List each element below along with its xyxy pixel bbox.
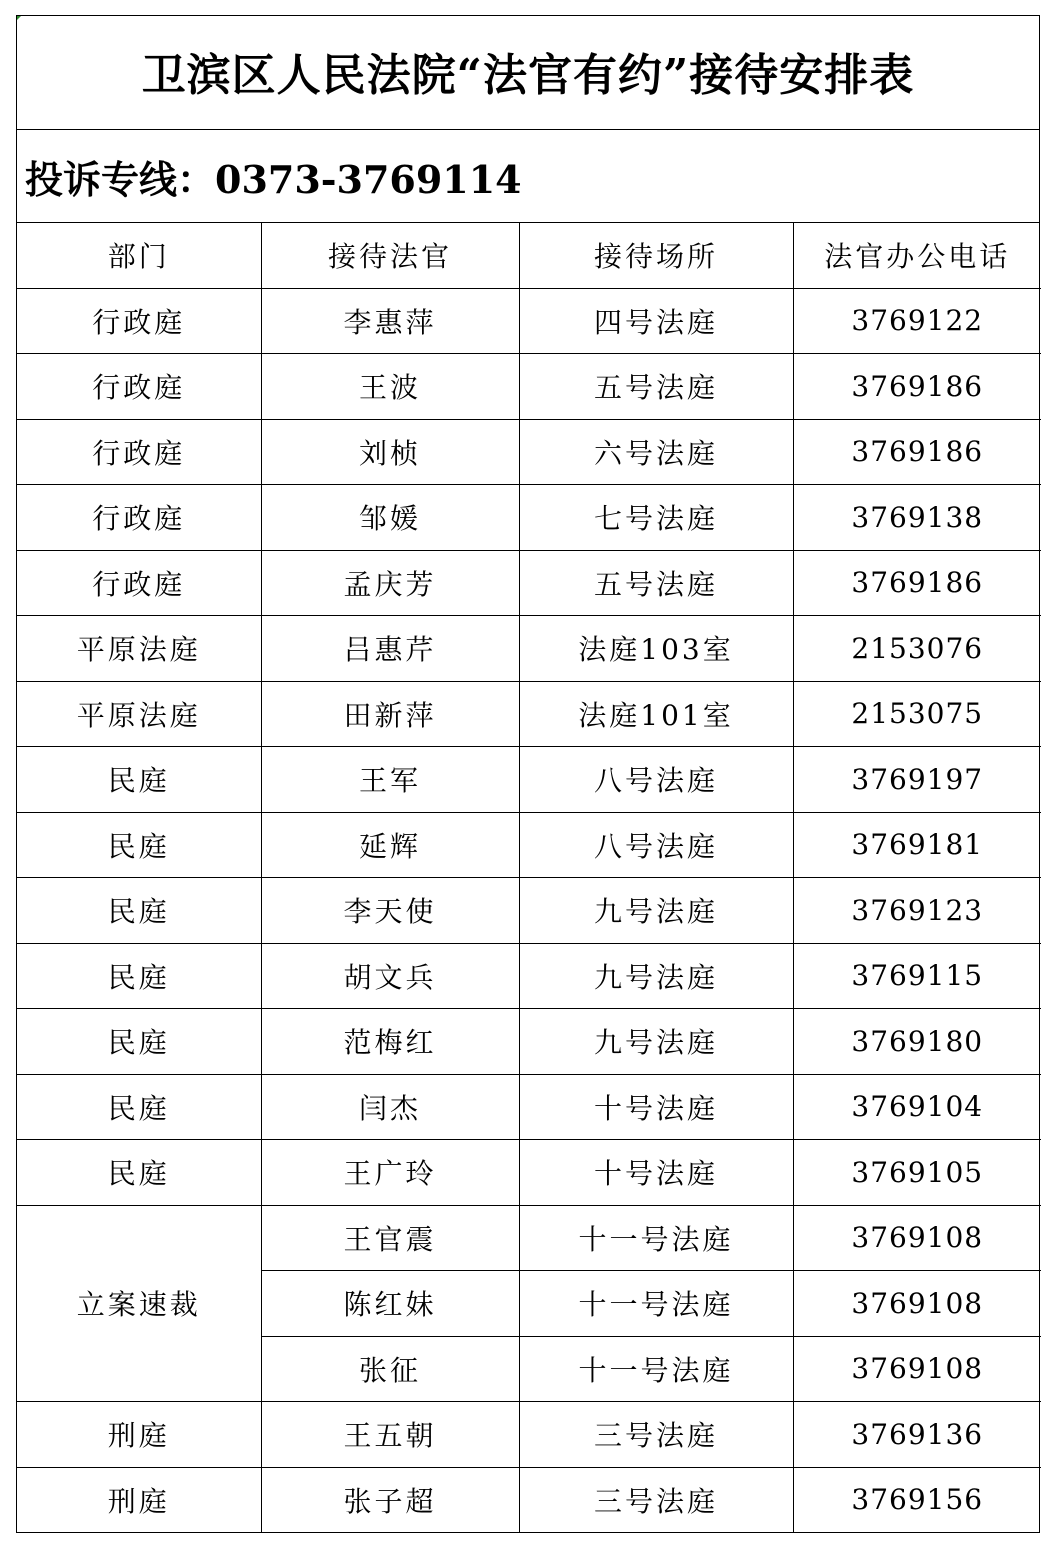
phone-cell: 3769138	[793, 485, 1041, 551]
judge-cell: 闫杰	[261, 1074, 519, 1140]
venue-cell: 八号法庭	[519, 747, 793, 813]
department-cell: 平原法庭	[17, 681, 261, 747]
phone-cell: 3769136	[793, 1402, 1041, 1468]
table-row	[17, 550, 1041, 616]
department-cell: 民庭	[17, 1009, 261, 1075]
department-cell: 刑庭	[17, 1402, 261, 1468]
judge-cell: 胡文兵	[261, 943, 519, 1009]
venue-cell: 三号法庭	[519, 1467, 793, 1532]
phone-cell: 3769180	[793, 1009, 1041, 1075]
table-header-row	[17, 223, 1041, 288]
venue-cell: 三号法庭	[519, 1402, 793, 1468]
department-cell: 民庭	[17, 878, 261, 944]
judge-cell: 范梅红	[261, 1009, 519, 1075]
venue-cell: 十一号法庭	[519, 1205, 793, 1271]
schedule-table	[17, 223, 1041, 1532]
judge-cell: 张子超	[261, 1467, 519, 1532]
department-cell: 行政庭	[17, 485, 261, 551]
phone-cell: 2153075	[793, 681, 1041, 747]
venue-cell: 四号法庭	[519, 288, 793, 354]
table-row	[17, 288, 1041, 354]
column-header-judge: 接待法官	[261, 223, 519, 288]
judge-cell: 王广玲	[261, 1140, 519, 1206]
table-row	[17, 878, 1041, 944]
column-header-department: 部门	[17, 223, 261, 288]
venue-cell: 十号法庭	[519, 1140, 793, 1206]
table-row	[17, 419, 1041, 485]
table-row	[17, 616, 1041, 682]
table-row	[17, 485, 1041, 551]
venue-cell: 九号法庭	[519, 1009, 793, 1075]
judge-cell: 王波	[261, 354, 519, 420]
venue-cell: 十一号法庭	[519, 1336, 793, 1402]
department-cell: 平原法庭	[17, 616, 261, 682]
venue-cell: 五号法庭	[519, 550, 793, 616]
reception-schedule-sheet	[16, 15, 1040, 1533]
table-row	[17, 681, 1041, 747]
table-row	[17, 747, 1041, 813]
venue-cell: 八号法庭	[519, 812, 793, 878]
judge-cell: 吕惠芹	[261, 616, 519, 682]
phone-cell: 3769181	[793, 812, 1041, 878]
venue-cell: 九号法庭	[519, 943, 793, 1009]
venue-cell: 五号法庭	[519, 354, 793, 420]
department-cell: 行政庭	[17, 419, 261, 485]
phone-cell: 3769156	[793, 1467, 1041, 1532]
department-cell: 民庭	[17, 943, 261, 1009]
judge-cell: 王五朝	[261, 1402, 519, 1468]
phone-cell: 3769197	[793, 747, 1041, 813]
department-cell: 行政庭	[17, 288, 261, 354]
judge-cell: 王官震	[261, 1205, 519, 1271]
venue-cell: 九号法庭	[519, 878, 793, 944]
department-cell: 刑庭	[17, 1467, 261, 1532]
judge-cell: 李惠萍	[261, 288, 519, 354]
complaint-hotline: 投诉专线：0373-3769114	[25, 156, 522, 202]
department-cell-merged: 立案速裁	[17, 1205, 261, 1402]
page-title: 卫滨区人民法院“法官有约”接待安排表	[141, 49, 915, 101]
phone-cell: 3769122	[793, 288, 1041, 354]
phone-cell: 3769108	[793, 1205, 1041, 1271]
venue-cell: 七号法庭	[519, 485, 793, 551]
department-cell: 行政庭	[17, 550, 261, 616]
judge-cell: 邹媛	[261, 485, 519, 551]
table-row	[17, 1402, 1041, 1468]
phone-cell: 3769123	[793, 878, 1041, 944]
phone-cell: 2153076	[793, 616, 1041, 682]
judge-cell: 陈红妹	[261, 1271, 519, 1337]
judge-cell: 李天使	[261, 878, 519, 944]
judge-cell: 张征	[261, 1336, 519, 1402]
table-row	[17, 1205, 1041, 1271]
phone-cell: 3769108	[793, 1336, 1041, 1402]
department-cell: 民庭	[17, 747, 261, 813]
table-row	[17, 1467, 1041, 1532]
judge-cell: 田新萍	[261, 681, 519, 747]
column-header-phone: 法官办公电话	[793, 223, 1041, 288]
venue-cell: 六号法庭	[519, 419, 793, 485]
table-row	[17, 1140, 1041, 1206]
table-row	[17, 943, 1041, 1009]
department-cell: 民庭	[17, 1140, 261, 1206]
table-row	[17, 1074, 1041, 1140]
table-row	[17, 812, 1041, 878]
phone-cell: 3769186	[793, 419, 1041, 485]
judge-cell: 王军	[261, 747, 519, 813]
judge-cell: 延辉	[261, 812, 519, 878]
judge-cell: 刘桢	[261, 419, 519, 485]
department-cell: 民庭	[17, 812, 261, 878]
venue-cell: 法庭101室	[519, 681, 793, 747]
column-header-venue: 接待场所	[519, 223, 793, 288]
judge-cell: 孟庆芳	[261, 550, 519, 616]
venue-cell: 法庭103室	[519, 616, 793, 682]
venue-cell: 十号法庭	[519, 1074, 793, 1140]
table-row	[17, 354, 1041, 420]
table-row	[17, 1009, 1041, 1075]
phone-cell: 3769186	[793, 550, 1041, 616]
department-cell: 行政庭	[17, 354, 261, 420]
phone-cell: 3769115	[793, 943, 1041, 1009]
title-row	[17, 16, 1039, 130]
phone-cell: 3769186	[793, 354, 1041, 420]
venue-cell: 十一号法庭	[519, 1271, 793, 1337]
phone-cell: 3769104	[793, 1074, 1041, 1140]
department-cell: 民庭	[17, 1074, 261, 1140]
phone-cell: 3769108	[793, 1271, 1041, 1337]
hotline-row	[17, 130, 1039, 223]
phone-cell: 3769105	[793, 1140, 1041, 1206]
